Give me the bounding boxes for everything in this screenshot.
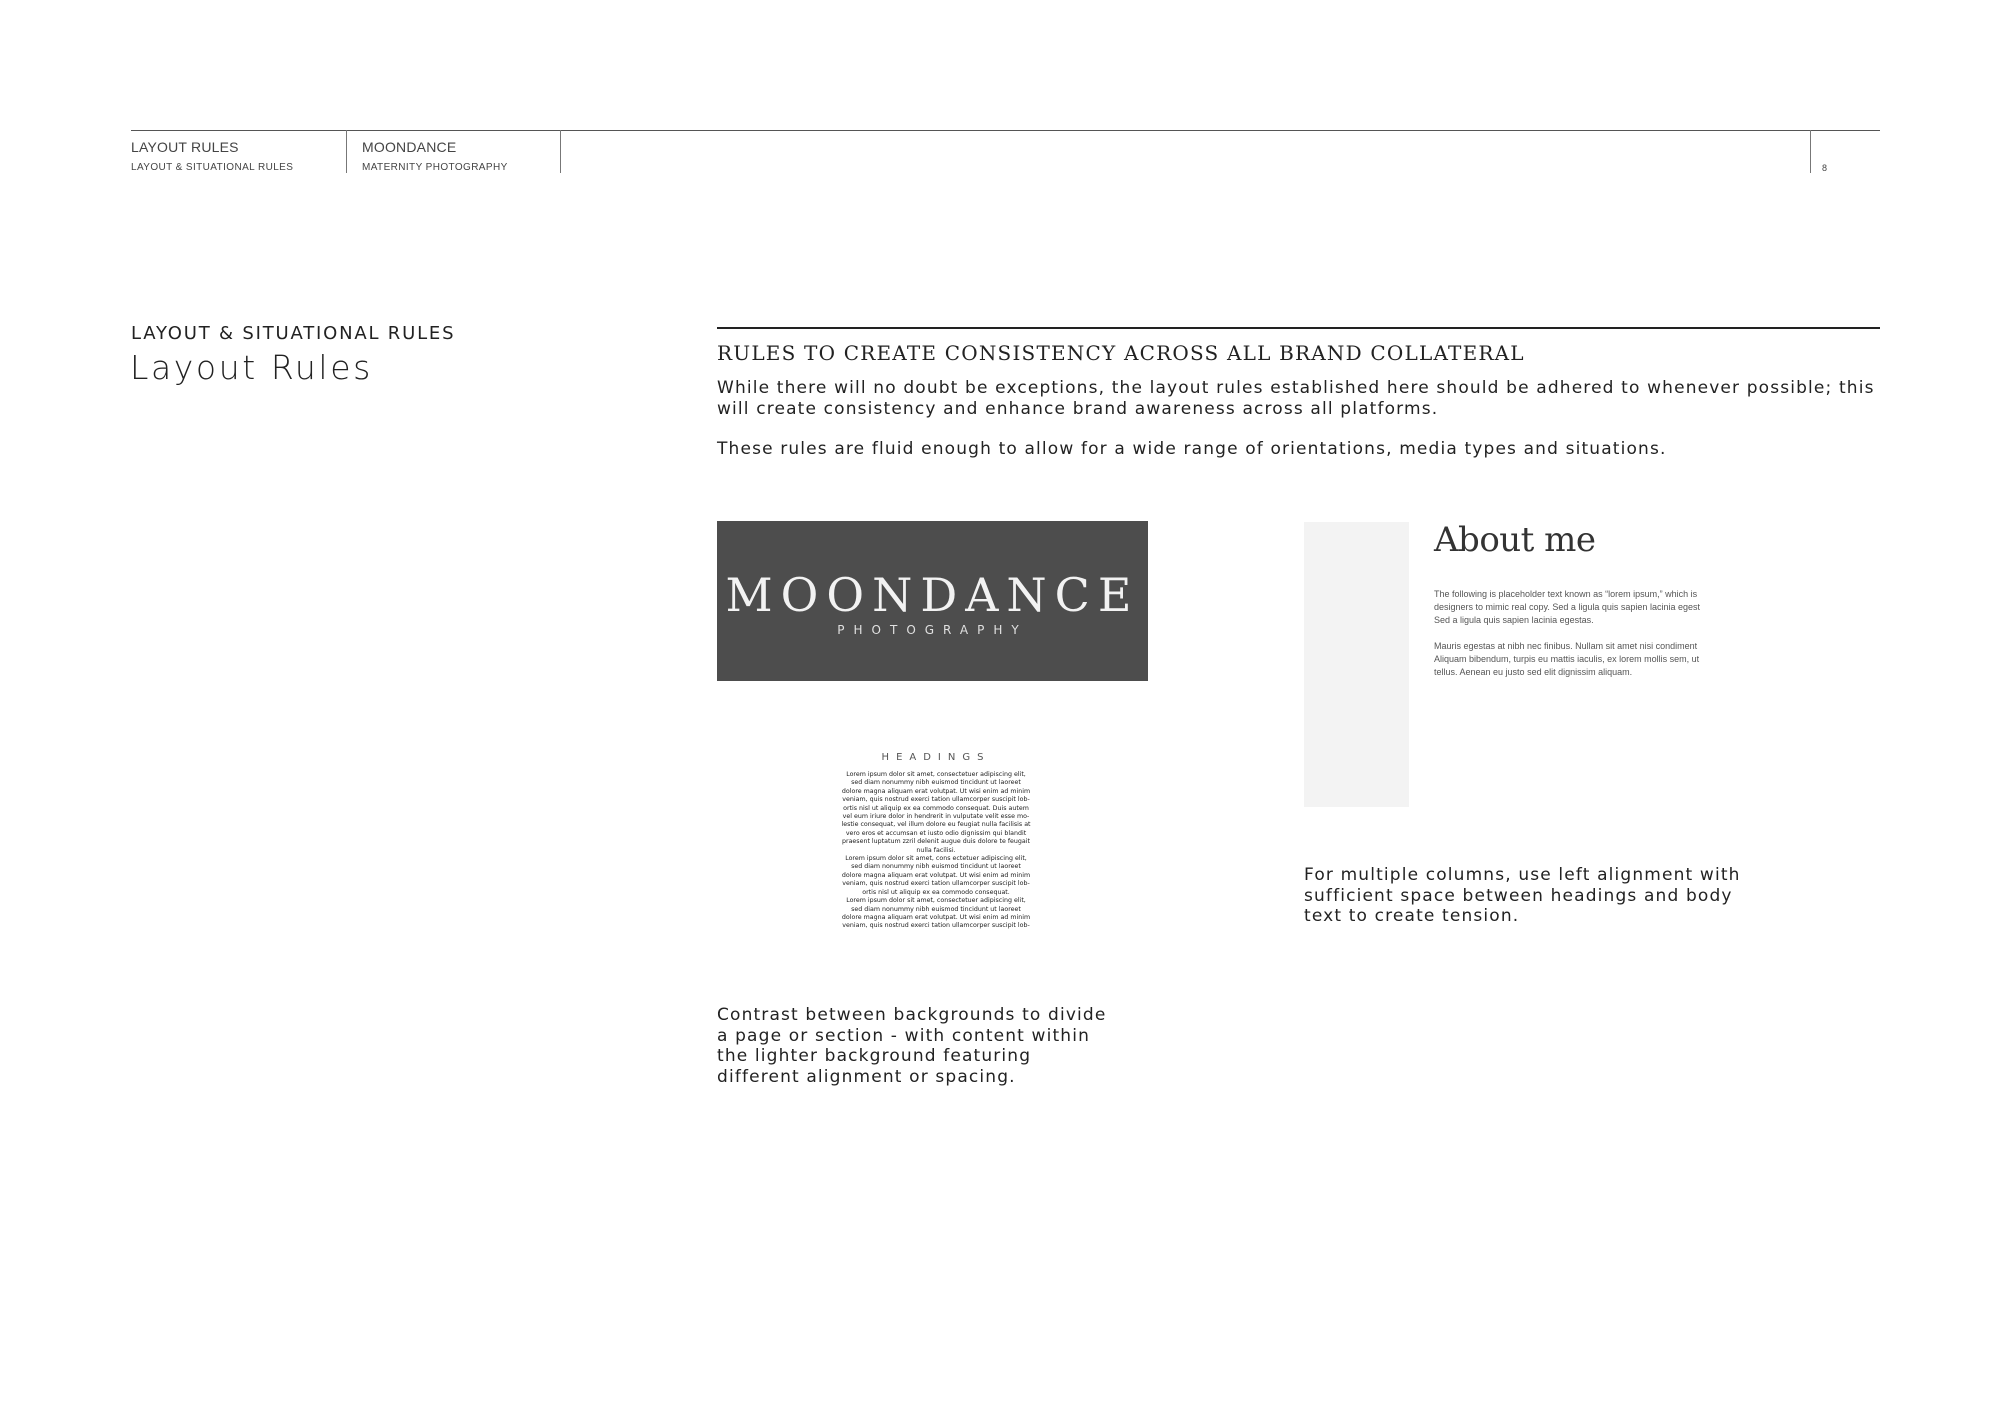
text-line: dolore magna aliquam erat volutpat. Ut wisi enim ad minim	[841, 913, 1031, 921]
text-line: Aliquam bibendum, turpis eu mattis iaculis, ex lorem mollis sem, ut	[1434, 654, 1700, 664]
text-line: designers to mimic real copy. Sed a ligula quis sapien lacinia egest	[1434, 602, 1700, 612]
text-line: veniam, quis nostrud exerci tation ullamcorper suscipit lob-	[842, 880, 1030, 888]
main-rule	[717, 327, 1880, 329]
text-line: vero eros et accumsan et iusto odio dignissim qui blandit	[845, 829, 1027, 837]
header-divider	[560, 130, 561, 173]
text-line: The following is placeholder text known as “lorem ipsum,” which is	[1434, 589, 1698, 599]
text-line: lestie consequat, vel illum dolore eu feugiat nulla facilisis at	[841, 821, 1031, 829]
text-line: Sed a ligula quis sapien lacinia egestas.	[1434, 615, 1594, 625]
section-label: LAYOUT & SITUATIONAL RULES	[131, 323, 456, 344]
sample-heading: HEADINGS	[881, 752, 991, 763]
text-line: sed diam nonummy nibh euismod tincidunt ut laoreet	[851, 863, 1021, 871]
text-line: Mauris egestas at nibh nec finibus. Nullam sit amet nisi condiment	[1434, 641, 1698, 651]
caption-multiple-columns: For multiple columns, use left alignment with sufficient space between headings and body text to create tension.	[1304, 865, 1741, 926]
sample-body	[836, 771, 1036, 931]
brand-logo-block	[717, 521, 1148, 681]
header-divider	[1810, 130, 1811, 173]
header-brand-title: MOONDANCE	[362, 139, 457, 155]
about-side-panel	[1304, 522, 1409, 807]
header-section-title: LAYOUT RULES	[131, 139, 239, 155]
centered-text-sample	[836, 752, 1036, 931]
text-line: ortis nisl ut aliquip ex ea commodo consequat. Duis autem	[843, 804, 1029, 812]
text-line: Lorem ipsum dolor sit amet, consectetuer adipiscing elit,	[846, 897, 1026, 905]
text-line: veniam, quis nostrud exerci tation ullamcorper suscipit lob-	[842, 922, 1030, 930]
text-line: sed diam nonummy nibh euismod tincidunt ut laoreet	[851, 905, 1021, 913]
text-line: tellus. Aenean eu justo sed elit dignissim aliquam.	[1434, 667, 1633, 677]
text-line: Lorem ipsum dolor sit amet, cons ectetuer adipiscing elit,	[845, 855, 1027, 863]
intro-paragraph: While there will no doubt be exceptions, the layout rules established here should be adhered to whenever possible; this will create consistency and enhance brand awareness across all platforms.	[717, 378, 1875, 419]
page-title: Layout Rules	[130, 348, 373, 387]
text-line: ortis nisl ut aliquip ex ea commodo consequat.	[862, 888, 1010, 896]
text-line: sed diam nonummy nibh euismod tincidunt ut laoreet	[851, 779, 1021, 787]
text-line: nulla facilisi.	[916, 846, 956, 854]
about-title: About me	[1434, 520, 1596, 560]
text-line: praesent luptatum zzril delenit augue duis dolore te feugait	[841, 838, 1030, 846]
about-paragraph-2	[1434, 640, 1734, 679]
text-line: dolore magna aliquam erat volutpat. Ut wisi enim ad minim	[841, 787, 1031, 795]
text-line: dolore magna aliquam erat volutpat. Ut wisi enim ad minim	[841, 871, 1031, 879]
header-brand-cell	[362, 138, 508, 174]
about-paragraph	[1434, 588, 1734, 627]
header-brand-subtitle: MATERNITY PHOTOGRAPHY	[362, 162, 508, 173]
main-heading: RULES TO CREATE CONSISTENCY ACROSS ALL BRAND COLLATERAL	[717, 341, 1525, 365]
header-section-subtitle: LAYOUT & SITUATIONAL RULES	[131, 162, 294, 173]
page-number: 8	[1822, 163, 1828, 173]
header-divider	[346, 130, 347, 173]
header-rule	[131, 130, 1880, 131]
brand-subtitle: PHOTOGRAPHY	[837, 623, 1028, 637]
header-section-cell	[131, 138, 293, 174]
text-line: vel eum iriure dolor in hendrerit in vulputate velit esse mo-	[842, 813, 1030, 821]
caption-background-contrast: Contrast between backgrounds to divide a page or section - with content within the lighter background featuring different alignment or spacing.	[717, 1005, 1107, 1087]
brand-name: MOONDANCE	[725, 568, 1140, 622]
text-line: Lorem ipsum dolor sit amet, consectetuer adipiscing elit,	[846, 771, 1026, 778]
intro-paragraph-2: These rules are fluid enough to allow for a wide range of orientations, media types and situations.	[717, 439, 1667, 459]
text-line: veniam, quis nostrud exerci tation ullamcorper suscipit lob-	[842, 796, 1030, 804]
